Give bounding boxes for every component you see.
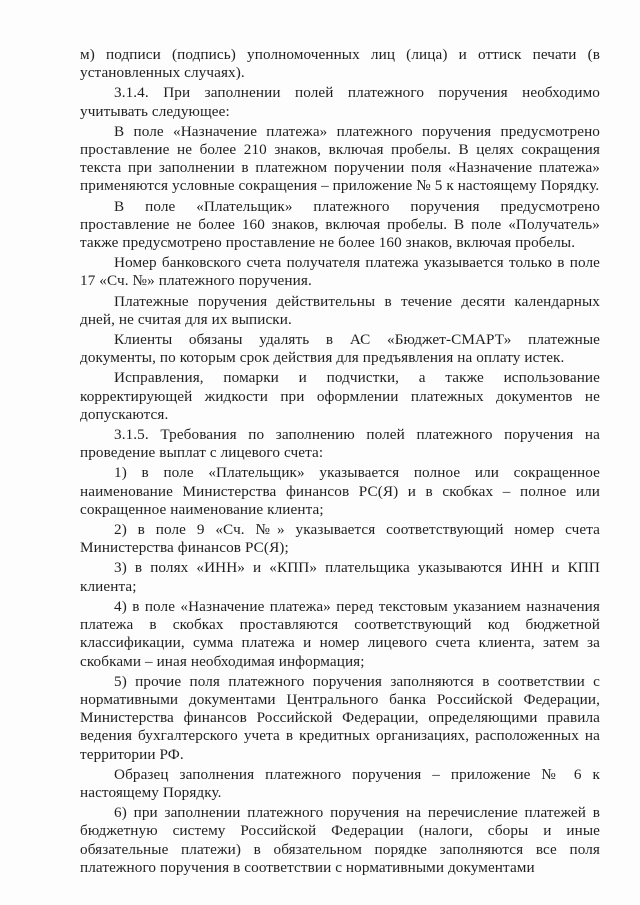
paragraph-validity: Платежные поручения действительны в течение десяти календарных дней, не считая для их выписки.: [80, 292, 600, 328]
paragraph-item-m: м) подписи (подпись) уполномоченных лиц (лица) и оттиск печати (в установленных случаях).: [80, 46, 600, 82]
paragraph-purpose-field: В поле «Назначение платежа» платежного поручения предусмотрено проставление не более 210 знаков, включая пробелы. В целях сокращения текста при заполнении в платежном поручении поля «Назначение платежа» применяются условные сокращения – приложение № 5 к настоящему Порядку.: [80, 122, 600, 195]
paragraph-3-1-5: 3.1.5. Требования по заполнению полей платежного поручения на проведение выплат с лицевого счета:: [80, 426, 600, 462]
list-item-1: 1) в поле «Плательщик» указывается полное или сокращенное наименование Министерства финансов РС(Я) и в скобках – полное или сокращенное наименование клиента;: [80, 464, 600, 518]
list-item-4: 4) в поле «Назначение платежа» перед текстовым указанием назначения платежа в скобках проставляются соответствующий код бюджетной классификации, сумма платежа и номер лицевого счета клиента, затем за скобками – иная необходимая информация;: [80, 597, 600, 670]
paragraph-payer-field: В поле «Плательщик» платежного поручения предусмотрено проставление не более 160 знаков, включая пробелы. В поле «Получатель» также предусмотрено проставление не более 160 знаков, включая пробелы.: [80, 197, 600, 252]
paragraph-account-number: Номер банковского счета получателя платежа указывается только в поле 17 «Сч. №» платежного поручения.: [80, 254, 600, 290]
paragraph-sample: Образец заполнения платежного поручения – приложение № 6 к настоящему Порядку.: [80, 765, 600, 801]
paragraph-delete-expired: Клиенты обязаны удалять в АС «Бюджет-СМАРТ» платежные документы, по которым срок действия для предъявления на оплату истек.: [80, 331, 600, 367]
list-item-6: 6) при заполнении платежного поручения на перечисление платежей в бюджетную систему Российской Федерации (налоги, сборы и иные обязательные платежи) в обязательном порядке заполняются все поля платежного поручения в соответствии с нормативными документами: [80, 804, 600, 876]
paragraph-3-1-4: 3.1.4. При заполнении полей платежного поручения необходимо учитывать следующее:: [80, 84, 600, 120]
list-item-3: 3) в полях «ИНН» и «КПП» плательщика указываются ИНН и КПП клиента;: [80, 559, 600, 595]
list-item-5: 5) прочие поля платежного поручения заполняются в соответствии с нормативными документами Центрального банка Российской Федерации, Министерства финансов Российской Федерации, определяющими правила ведения бухгалтерского учета в кредитных организациях, расположенных на территории РФ.: [80, 672, 600, 763]
paragraph-corrections: Исправления, помарки и подчистки, а также использование корректирующей жидкости при оформлении платежных документов не допускаются.: [80, 369, 600, 423]
document-body: [80, 46, 600, 879]
list-item-2: 2) в поле 9 «Сч. №» указывается соответствующий номер счета Министерства финансов РС(Я);: [80, 521, 600, 557]
